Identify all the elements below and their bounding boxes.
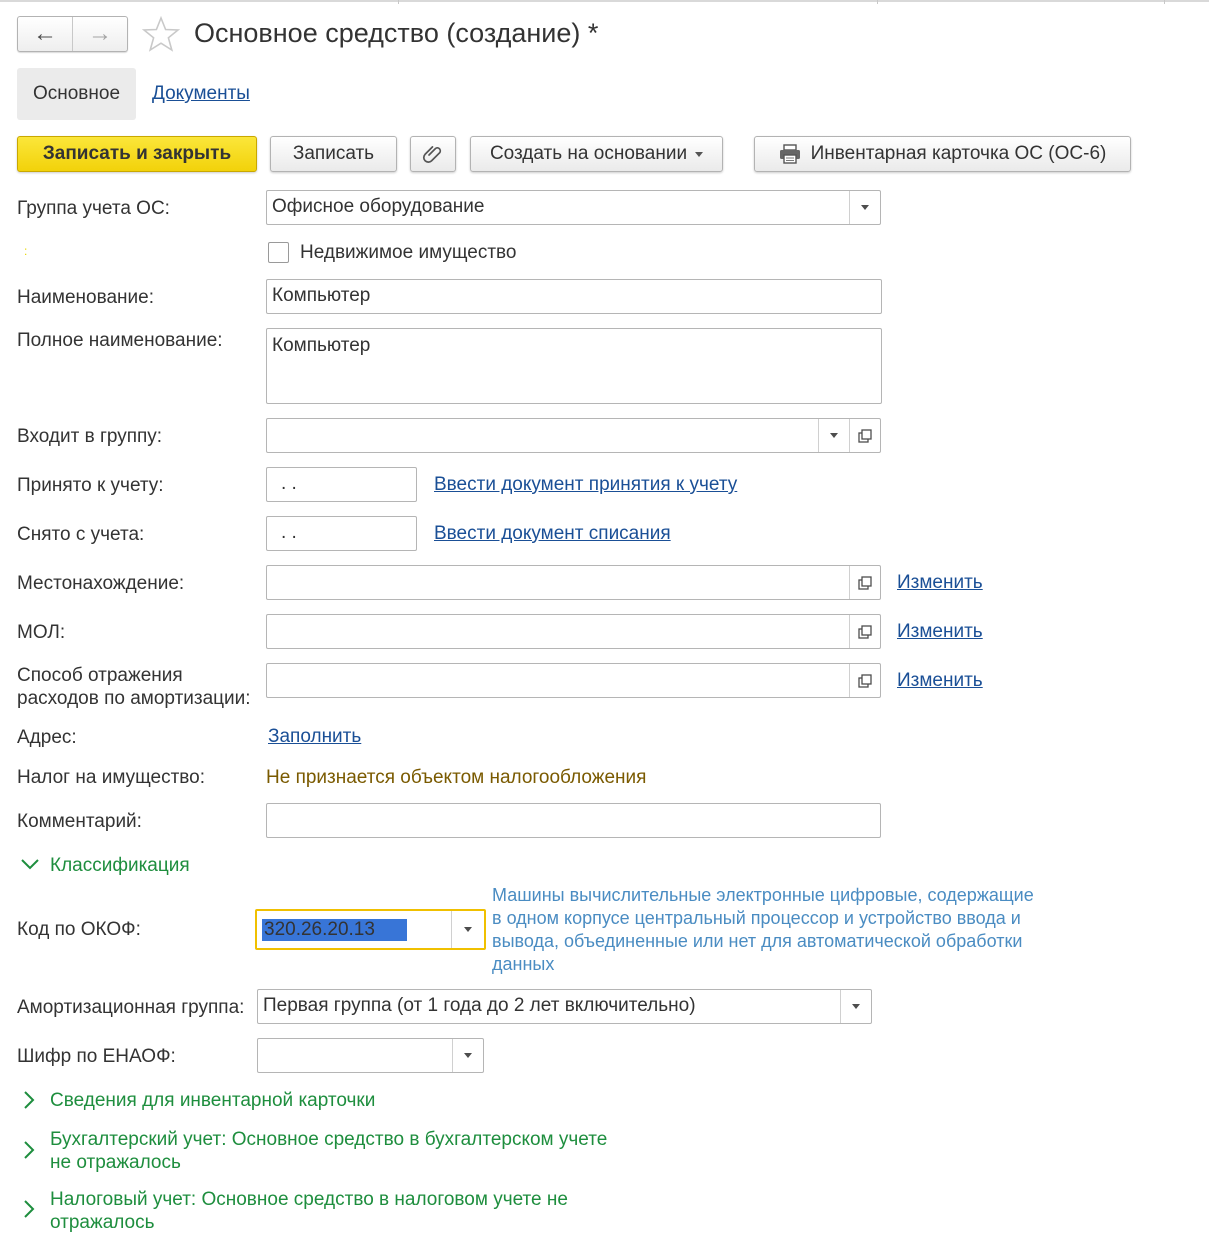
full-name-label: Полное наименование: [17,330,223,351]
required-marker: : [24,244,28,258]
tab-main[interactable] [17,68,136,120]
paperclip-icon [422,143,444,165]
okof-dropdown-button[interactable] [451,911,484,948]
okof-description-line4: данных [492,954,555,974]
forward-button[interactable] [73,17,127,51]
okof-description-line3: вывода, объединенные или нет для автоматической обработки [492,931,1023,951]
name-input[interactable] [266,279,882,314]
property-tax-value: Не признается объектом налогообложения [266,767,647,788]
top-border [0,0,1209,2]
enaof-dropdown-button[interactable] [452,1039,483,1072]
chevron-down-icon [464,927,472,932]
amort-group-dropdown-button[interactable] [840,990,871,1023]
location-open-button[interactable] [849,566,880,599]
create-based-on-button[interactable] [470,136,723,172]
amort-method-label-line1: Способ отражения [17,665,183,686]
location-input[interactable] [266,565,881,600]
chevron-down-icon [695,152,703,157]
group-dropdown-button[interactable] [849,191,880,224]
favorite-star-icon[interactable] [142,16,180,58]
location-change-link[interactable]: Изменить [897,572,983,593]
real-estate-checkbox[interactable] [268,242,289,263]
location-label: Местонахождение: [17,573,185,594]
tax-accounting-section-line1[interactable]: Налоговый учет: Основное средство в налоговом учете не [50,1189,568,1210]
comment-label: Комментарий: [17,811,142,832]
chevron-down-icon [20,856,40,872]
tax-accounting-section-line2[interactable]: отражалось [50,1212,155,1233]
arrow-left-icon: ← [33,20,57,47]
printer-icon [779,144,801,164]
accounting-section-line2[interactable]: не отражалось [50,1152,181,1173]
attach-button[interactable] [410,136,456,172]
removed-date-input[interactable] [266,516,417,551]
arrow-right-icon: → [88,20,112,47]
tab-documents[interactable]: Документы [152,83,250,104]
inventory-info-toggle[interactable] [22,1090,36,1116]
address-fill-link[interactable]: Заполнить [268,726,362,747]
accounting-section-line1[interactable]: Бухгалтерский учет: Основное средство в бухгалтерском учете [50,1129,608,1150]
open-window-icon [858,429,872,443]
chevron-right-icon [22,1090,36,1110]
name-label: Наименование: [17,287,154,308]
chevron-down-icon [830,433,838,438]
save-label: Записать [292,143,375,164]
parent-group-select[interactable] [266,418,881,453]
parent-group-dropdown-button[interactable] [818,419,849,452]
back-button[interactable] [18,17,73,51]
classification-header[interactable]: Классификация [50,855,190,876]
save-and-close-label: Записать и закрыть [42,143,232,164]
okof-label: Код по ОКОФ: [17,919,141,940]
okof-description-line1: Машины вычислительные электронные цифровые, содержащие [492,885,1034,905]
chevron-down-icon [464,1053,472,1058]
accepted-date-input[interactable] [266,467,417,502]
amort-method-input[interactable] [266,663,881,698]
amort-group-select[interactable] [257,989,872,1024]
page-title: Основное средство (создание) * [194,18,599,48]
chevron-right-icon [22,1199,36,1219]
tab-main-label: Основное [32,83,121,104]
group-select[interactable] [266,190,881,225]
open-window-icon [858,576,872,590]
mol-input[interactable] [266,614,881,649]
okof-select[interactable] [255,909,486,950]
chevron-right-icon [22,1140,36,1160]
okof-description-line2: в одном корпусе центральный процессор и устройство ввода и [492,908,1021,928]
inventory-card-print-button[interactable] [754,136,1131,172]
accepted-date-value: . . [281,473,297,494]
name-value: Компьютер [272,285,371,306]
full-name-value: Компьютер [272,335,371,356]
enter-acceptance-document-link[interactable]: Ввести документ принятия к учету [434,474,738,495]
navigation-buttons [17,16,128,52]
group-label: Группа учета ОС: [17,198,170,219]
property-tax-label: Налог на имущество: [17,767,206,788]
open-window-icon [858,674,872,688]
amort-method-change-link[interactable]: Изменить [897,670,983,691]
enaof-label: Шифр по ЕНАОФ: [17,1046,176,1067]
enter-writeoff-document-link[interactable]: Ввести документ списания [434,523,671,544]
chevron-down-icon [852,1004,860,1009]
mol-label: МОЛ: [17,622,66,643]
create-based-on-label: Создать на основании [489,143,688,164]
inventory-card-label: Инвентарная карточка ОС (ОС-6) [810,143,1107,164]
removed-label: Снято с учета: [17,524,145,545]
mol-change-link[interactable]: Изменить [897,621,983,642]
real-estate-label: Недвижимое имущество [300,242,517,263]
accounting-toggle[interactable] [22,1140,36,1166]
chevron-down-icon [861,205,869,210]
enaof-select[interactable] [257,1038,484,1073]
full-name-textarea[interactable] [266,328,882,404]
address-label: Адрес: [17,727,77,748]
amort-method-open-button[interactable] [849,664,880,697]
amort-group-value: Первая группа (от 1 года до 2 лет включительно) [263,995,696,1016]
save-button[interactable] [270,136,397,172]
okof-value: 320.26.20.13 [262,919,407,941]
tax-accounting-toggle[interactable] [22,1199,36,1225]
mol-open-button[interactable] [849,615,880,648]
group-value: Офисное оборудование [272,196,485,217]
parent-group-label: Входит в группу: [17,426,163,447]
save-and-close-button[interactable] [17,136,257,172]
parent-group-open-button[interactable] [849,419,880,452]
inventory-info-section[interactable]: Сведения для инвентарной карточки [50,1090,376,1111]
accepted-label: Принято к учету: [17,475,164,496]
comment-input[interactable] [266,803,881,838]
classification-toggle[interactable] [20,856,40,878]
amort-method-label-line2: расходов по амортизации: [17,688,251,709]
amort-group-label: Амортизационная группа: [17,997,245,1018]
removed-date-value: . . [281,522,297,543]
open-window-icon [858,625,872,639]
